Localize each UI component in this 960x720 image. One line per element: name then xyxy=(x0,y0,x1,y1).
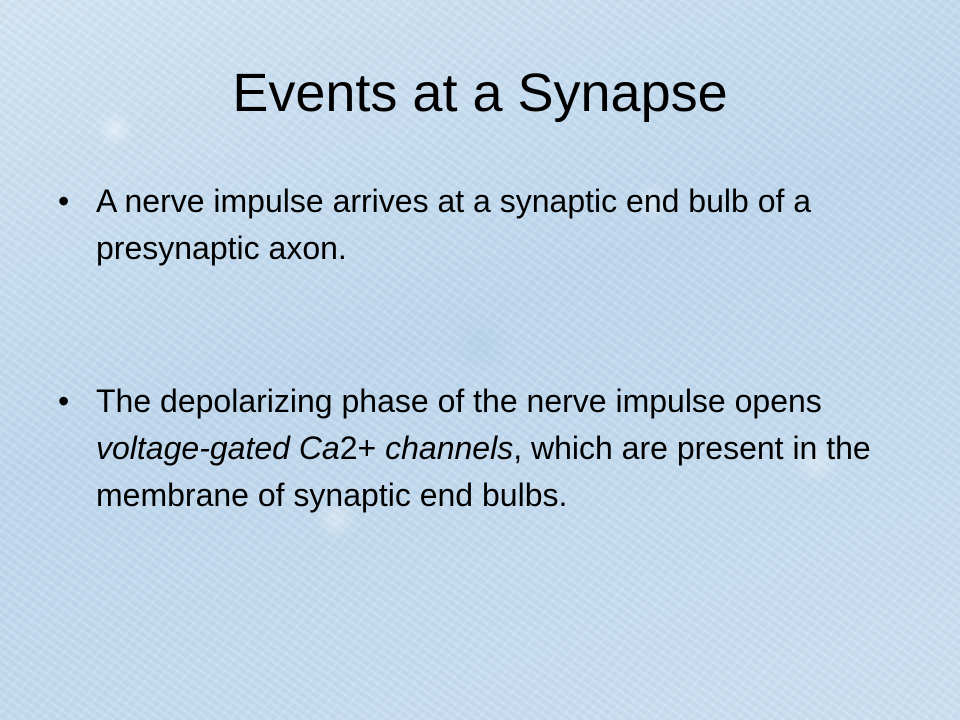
bullet-icon: • xyxy=(58,183,70,219)
slide-title: Events at a Synapse xyxy=(232,63,728,123)
bullet-text-2-part1: The depolarizing phase of the nerve impulse opens xyxy=(96,383,822,419)
bullet-list xyxy=(58,178,898,519)
bullet-icon: • xyxy=(58,383,70,419)
bullet-text-2-italic1: voltage-gated Ca xyxy=(96,430,340,466)
bullet-item-1 xyxy=(58,178,898,272)
bullet-item-2 xyxy=(58,378,898,519)
bullet-text-2-part3: , which are present in the membrane of synaptic end bulbs. xyxy=(96,430,871,513)
bullet-text-2-part2: 2+ xyxy=(339,430,386,466)
bullet-text-2-italic2: channels xyxy=(385,430,514,466)
bullet-text-1: A nerve impulse arrives at a synaptic end bulb of a presynaptic axon. xyxy=(96,183,812,266)
